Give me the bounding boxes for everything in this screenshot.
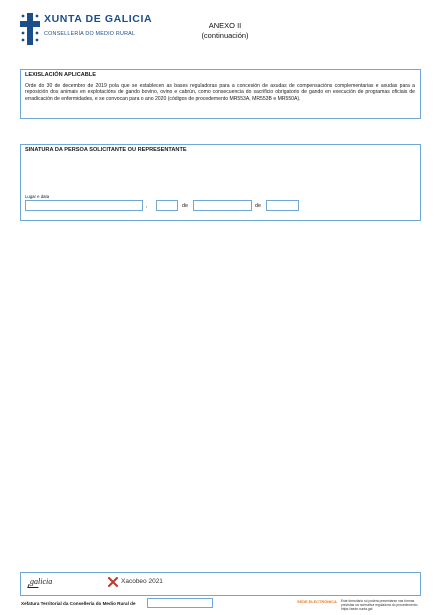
xacobeo-logo: Xacobeo 2021 [121,578,163,585]
legislation-text: Orde do 30 de decembro de 2019 pola que se establecen as bases reguladoras para a concesión de axudas de compensacións complementarias e axudas para a reposición dos animais en explotacións de gando bovino, ovino e cabrún, como consecuencia do sacrificio obrigatorio de gando en execución de programas oficiais de erradicación de enfermidades, e se convocan para o ano 2020 (códigos de procedemento MR553A, MR553B e MR550A). [25,83,415,102]
brand-subtitle: CONSELLERÍA DO MEDIO RURAL [44,31,136,37]
sede-url[interactable]: https://sede.xunta.gal [341,607,373,611]
day-input[interactable] [156,200,178,211]
xacobeo-icon [108,577,118,587]
comma-separator: , [146,203,148,209]
sede-electronica-badge: SEDE ELECTRÓNICA [297,599,337,604]
footer-logos-bar [20,572,421,596]
place-date-label: Lugar e data [25,194,50,199]
de-separator-2: de [255,203,261,209]
place-input[interactable] [25,200,143,211]
galicia-logo: galicia [30,577,53,586]
signature-section [20,144,421,221]
legislation-section [20,69,421,119]
signature-title: SINATURA DA PERSOA SOLICITANTE OU REPRESENTANTE [25,147,187,153]
annex-title: ANEXO II [208,21,242,30]
office-label: Xefatura Territorial da Consellería do Medio Rural de [21,601,136,606]
brand-title: XUNTA DE GALICIA [44,13,153,25]
sede-note [341,599,421,611]
legislation-title: LEXISLACIÓN APLICABLE [25,72,96,78]
office-input[interactable] [147,598,213,608]
sede-note-text: Este formulario só poderá presentarse nas formas previstas na normativa reguladora do procedemento [341,599,418,607]
de-separator-1: de [182,203,188,209]
month-input[interactable] [193,200,252,211]
year-input[interactable] [266,200,299,211]
annex-subtitle: (continuación) [201,31,249,40]
xunta-logo-icon [20,13,40,45]
